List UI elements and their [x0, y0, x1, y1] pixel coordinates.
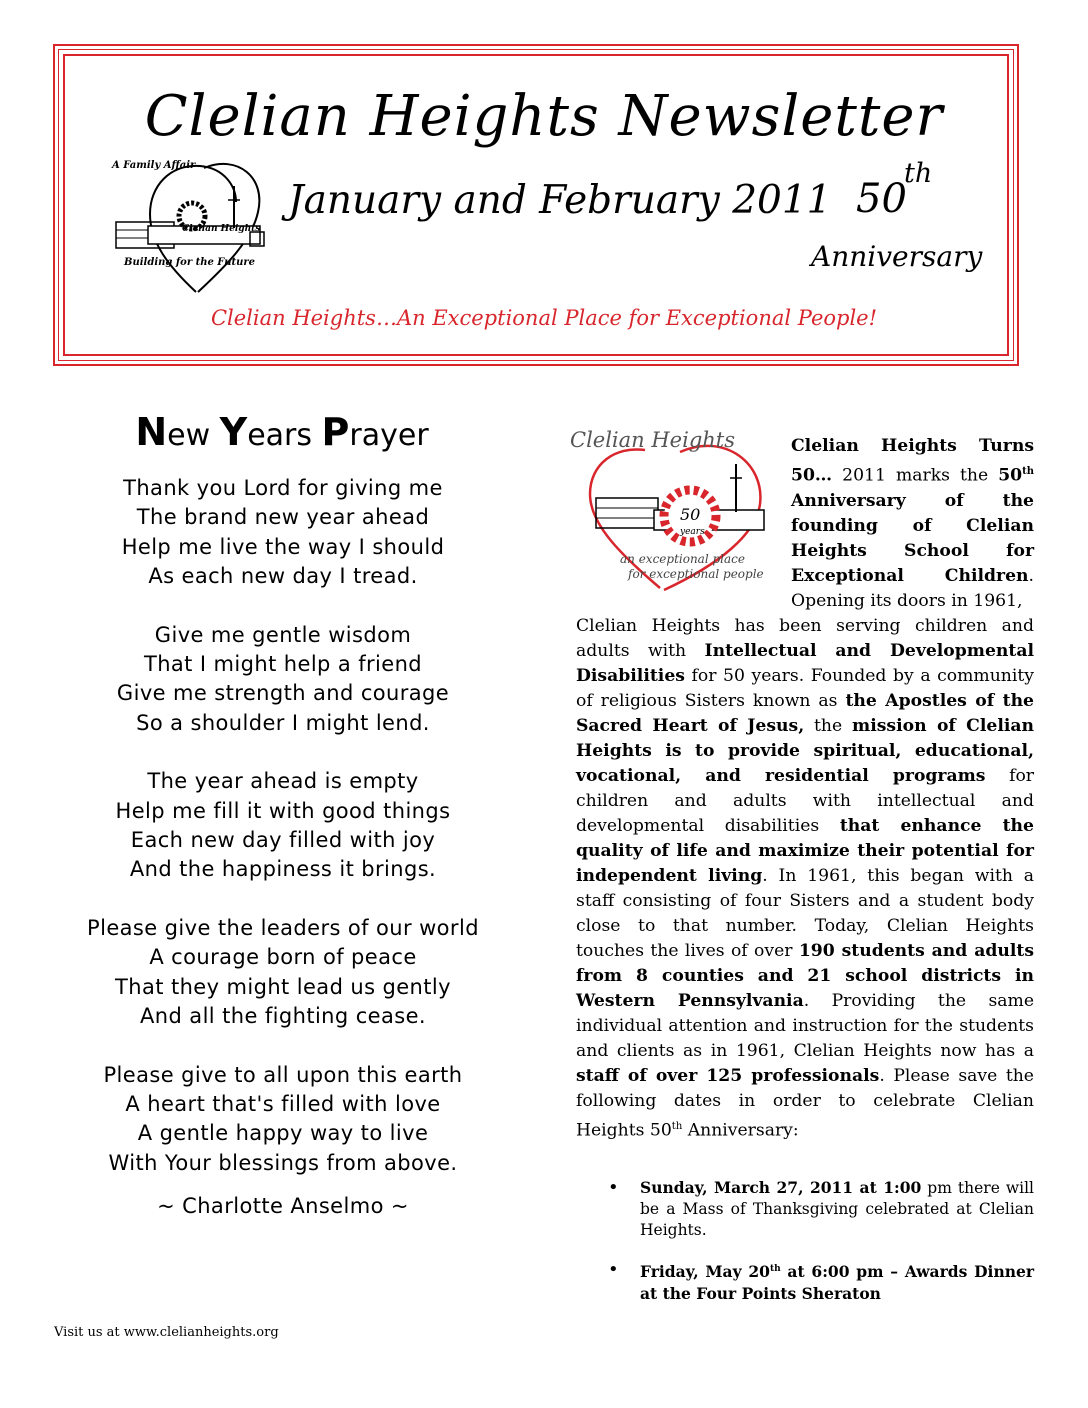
article-sup: th: [1022, 466, 1034, 477]
article-text: . In 1961, this began with a staff consisting of four Sisters and a student body close to that number. Today, Clelian Heights touches the lives of over: [576, 865, 1035, 961]
article-text: for 50 years. Founded by a community of religious Sisters known as: [576, 665, 1034, 711]
poem-line: That they might lead us gently: [115, 974, 451, 999]
poem-line: Thank you Lord for giving me: [123, 476, 443, 500]
article-bold: the Apostles of the Sacred Heart of Jesus,: [576, 690, 1034, 736]
poem-line: Please give to all upon this earth: [103, 1062, 463, 1087]
poem-line: With Your blessings from above.: [108, 1150, 458, 1175]
poem-title-part: ears: [247, 418, 322, 453]
article-text: the: [804, 715, 853, 736]
event-list: [608, 1177, 1034, 1323]
family-affair-logo: [108, 156, 280, 296]
article-text: . Please save the following dates in order to celebrate Clelian Heights 50: [576, 1065, 1034, 1141]
poem-line: Give me gentle wisdom: [154, 622, 412, 647]
anniversary-label: Anniversary: [811, 240, 983, 273]
poem-title-initial: Y: [219, 410, 248, 454]
event-date: Friday, May 20: [640, 1262, 770, 1282]
poem-line: And all the fighting cease.: [140, 1004, 426, 1029]
anniversary-suffix: th: [904, 158, 933, 189]
anniversary-article: [576, 434, 1034, 1143]
poem-line: Please give the leaders of our world: [87, 915, 479, 940]
poem-line: Each new day filled with joy: [130, 828, 436, 853]
article-text: for children and adults with intellectual and developmental disabilities: [576, 765, 1035, 836]
article-text: Anniversary:: [682, 1120, 799, 1141]
event-date: Sunday, March 27, 2011 at 1:00: [640, 1178, 922, 1197]
article-bold: Anniversary of the founding of Clelian Heights School for Exceptional Children: [791, 490, 1034, 586]
poem-stanza: [58, 1061, 508, 1179]
article-text: . Providing the same individual attention and instruction for the students and clients as in 1961, Clelian Heights now has a: [576, 990, 1034, 1061]
poem-body: [58, 474, 508, 1222]
article-bold: that enhance the quality of life and maximize their potential for independent living: [576, 815, 1034, 886]
poem-line: So a shoulder I might lend.: [136, 710, 430, 735]
event-sup: th: [769, 1264, 781, 1274]
tagline: Clelian Heights…An Exceptional Place for Exceptional People!: [210, 306, 878, 330]
poem-line: A heart that's filled with love: [125, 1091, 441, 1116]
article-body: [576, 614, 1034, 1144]
poem-line: As each new day I tread.: [148, 564, 418, 589]
anniversary-number: 50: [856, 176, 907, 222]
poem-stanza: [58, 474, 508, 592]
poem-line: Give me strength and courage: [116, 681, 450, 706]
issue-date: January and February 2011: [288, 178, 832, 223]
article-sup: th: [671, 1120, 683, 1132]
logo-caption-line: for exceptional people: [628, 567, 764, 581]
poem-line: Help me fill it with good things: [115, 798, 451, 823]
article-bold: 190 students and adults from 8 counties and 21 school districts in Western Pennsylvania: [576, 940, 1035, 1011]
poem-line: A courage born of peace: [149, 945, 417, 970]
poem-line: Help me live the way I should: [121, 534, 445, 559]
poem-author: ~ Charlotte Anselmo ~: [157, 1194, 409, 1219]
bullet-icon: •: [608, 1259, 619, 1280]
poem-stanza: [58, 621, 508, 739]
article-text: . Opening its doors in 1961,: [791, 565, 1034, 611]
event-detail: pm there will be a Mass of Thanksgiving celebrated at Clelian Heights.: [640, 1179, 1034, 1239]
poem-line: That I might help a friend: [143, 652, 423, 677]
article-text: Clelian Heights has been serving children and adults with: [576, 615, 1034, 661]
newsletter-title: Clelian Heights Newsletter: [144, 84, 944, 149]
logo-caption-line: an exceptional place: [620, 552, 745, 566]
website-footer: Visit us at www.clelianheights.org: [54, 1325, 279, 1340]
event-item: [608, 1177, 1034, 1241]
poem-title: [60, 410, 504, 454]
article-intro: [791, 434, 1034, 614]
event-detail: at 6:00 pm – Awards Dinner at the Four Points Sheraton: [640, 1262, 1035, 1304]
poem-title-initial: N: [135, 410, 168, 454]
poem-stanza: [58, 767, 508, 885]
article-bold: staff of over 125 professionals: [576, 1065, 880, 1086]
logo-top-text: A Family Affair: [112, 160, 196, 171]
article-bold: mission of Clelian Heights is to provide spiritual, educational, vocational, and residential programs: [576, 715, 1035, 786]
logo-years-word: years: [680, 527, 705, 537]
article-headline: Clelian Heights Turns 50…: [791, 436, 1034, 486]
poem-line: A gentle happy way to live: [137, 1121, 429, 1146]
bullet-icon: •: [608, 1177, 619, 1198]
logo-fifty-number: 50: [680, 505, 701, 524]
poem-title-initial: P: [321, 410, 350, 454]
poem-line: And the happiness it brings.: [129, 857, 437, 882]
poem-line: The year ahead is empty: [147, 769, 419, 794]
article-text: 2011 marks the: [832, 465, 999, 486]
article-bold: 50: [998, 465, 1023, 486]
logo-bottom-text: Building for the Future: [124, 257, 256, 268]
poem-title-part: ew: [167, 418, 220, 453]
event-item: [608, 1259, 1034, 1305]
logo-name: Clelian Heights: [570, 428, 736, 452]
poem-title-part: rayer: [349, 418, 429, 453]
logo-building-text: Clelian Heights: [182, 224, 261, 234]
article-bold: Intellectual and Developmental Disabilities: [576, 640, 1034, 686]
poem-stanza: [58, 914, 508, 1032]
poem-line: The brand new year ahead: [136, 505, 430, 530]
